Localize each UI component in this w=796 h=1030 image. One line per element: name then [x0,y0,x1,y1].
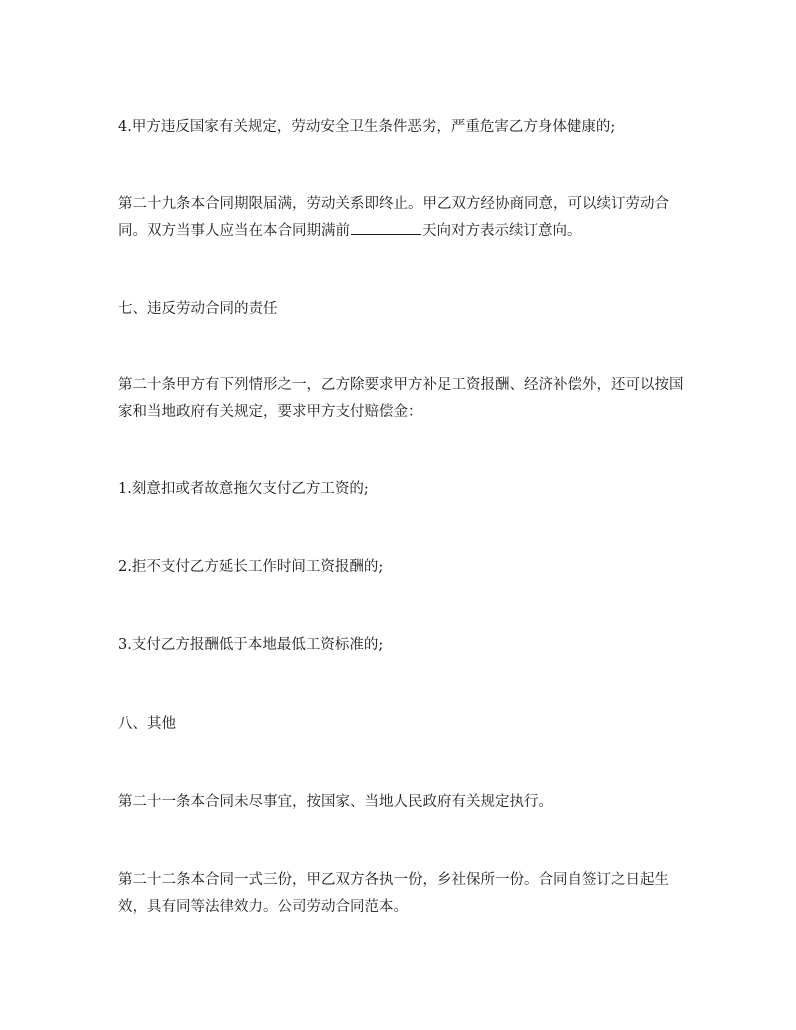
article-29-renewal [118,191,688,245]
article-29-text-before: 第二十九条本合同期限届满，劳动关系即终止。甲乙双方经协商同意，可以续订劳动合同。双方当事人应当在本合同期满前 [118,196,669,239]
article-29-text-after: 天向对方表示续订意向。 [422,223,582,239]
clause-item-2-overtime: 2.拒不支付乙方延长工作时间工资报酬的; [118,559,384,575]
clause-item-4-health: 4.甲方违反国家有关规定，劳动安全卫生条件恶劣，严重危害乙方身体健康的; [118,119,616,135]
article-22-copies: 第二十二条本合同一式三份，甲乙双方各执一份，乡社保所一份。合同自签订之日起生效，具有同等法律效力。公司劳动合同范本。 [118,872,669,915]
article-21-other-matters: 第二十一条本合同未尽事宜，按国家、当地人民政府有关规定执行。 [118,794,553,810]
section-heading-8: 八、其他 [118,716,176,732]
clause-item-1-wages: 1.刻意扣或者故意拖欠支付乙方工资的; [118,481,369,497]
days-blank-field [351,218,421,235]
section-heading-7: 七、违反劳动合同的责任 [118,301,278,317]
clause-item-3-minimum-wage: 3.支付乙方报酬低于本地最低工资标准的; [118,637,384,653]
article-20-compensation: 第二十条甲方有下列情形之一，乙方除要求甲方补足工资报酬、经济补偿外，还可以按国家和当地政府有关规定，要求甲方支付赔偿金： [118,377,684,420]
